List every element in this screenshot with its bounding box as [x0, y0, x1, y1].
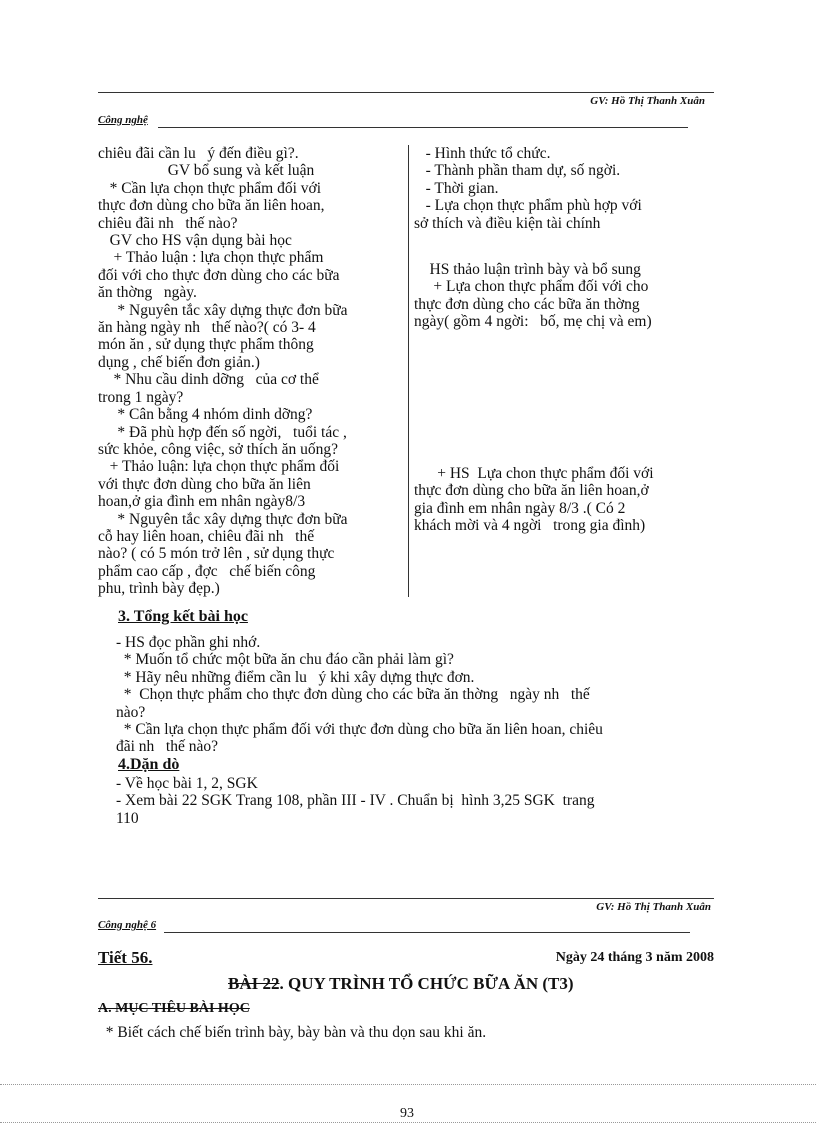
left-line: phu, trình bày đẹp.) — [98, 580, 220, 598]
left-line: với thực đơn dùng cho bữa ăn liên — [98, 475, 311, 493]
left-line: * Đã phù hợp đến số ngời, tuổi tác , — [98, 423, 347, 441]
left-line: * Nguyên tắc xây dựng thực đơn bữa — [98, 510, 348, 528]
right-column-block-3 — [414, 465, 714, 535]
left-line: đối với cho thực đơn dùng cho các bữa — [98, 266, 340, 284]
second-top-rule — [98, 898, 714, 899]
subject-rule — [158, 127, 688, 128]
right-line: thực đơn dùng cho bữa ăn liên hoan,ở — [414, 482, 649, 500]
homework-line: 110 — [116, 809, 139, 827]
right-line: - Hình thức tổ chức. — [414, 145, 551, 162]
summary-line: nào? — [116, 703, 146, 721]
teacher-name-second: GV: Hồ Thị Thanh Xuân — [596, 901, 711, 913]
lesson-number: BÀI 22 — [228, 974, 280, 993]
left-line: thực đơn dùng cho bữa ăn liên hoan, — [98, 197, 325, 215]
right-line: khách mời và 4 ngời trong gia đình) — [414, 517, 646, 535]
left-line: * Cân bằng 4 nhóm dinh dỡng? — [98, 406, 313, 424]
left-line: phẩm cao cấp , đợc chế biến công — [98, 562, 316, 580]
homework-line: - Về học bài 1, 2, SGK — [116, 775, 258, 792]
lesson-period: Tiết 56. — [98, 948, 153, 967]
right-line: + Lựa chon thực phẩm đối với cho — [414, 278, 649, 296]
left-column — [98, 145, 404, 598]
right-line: ngày( gồm 4 ngời: bố, mẹ chị và em) — [414, 313, 652, 331]
right-line: thực đơn dùng cho các bữa ăn thờng — [414, 295, 640, 313]
left-line: chiêu đãi nh thế nào? — [98, 214, 238, 232]
left-line: GV bổ sung và kết luận — [98, 162, 315, 180]
right-line: - Thời gian. — [414, 179, 499, 197]
objective-heading: A. MỤC TIÊU BÀI HỌC — [98, 1001, 250, 1016]
left-line: trong 1 ngày? — [98, 388, 184, 406]
homework-body — [116, 775, 594, 827]
second-subject-rule — [164, 932, 690, 933]
left-line: ăn thờng ngày. — [98, 284, 197, 302]
teacher-name: GV: Hồ Thị Thanh Xuân — [590, 95, 705, 107]
left-line: dụng , chế biến đơn giản.) — [98, 353, 260, 371]
right-line: gia đình em nhân ngày 8/3 .( Có 2 — [414, 499, 626, 517]
summary-line: - HS đọc phần ghi nhớ. — [116, 634, 261, 651]
summary-line: * Muốn tổ chức một bữa ăn chu đáo cần phải làm gì? — [116, 651, 454, 669]
lesson-title — [228, 974, 574, 994]
top-rule — [98, 92, 714, 93]
page-number: 93 — [400, 1106, 414, 1121]
subject-label-second: Công nghệ 6 — [98, 919, 157, 931]
right-line: - Thành phần tham dự, số ngời. — [414, 162, 621, 180]
left-line: + Thảo luận: lựa chọn thực phẩm đối — [98, 458, 340, 476]
summary-line: * Cần lựa chọn thực phẩm đối với thực đơn dùng cho bữa ăn liên hoan, chiêu — [116, 721, 603, 739]
right-line: HS thảo luận trình bày và bổ sung — [414, 261, 641, 278]
summary-line: * Hãy nêu những điểm cần lu ý khi xây dựng thực đơn. — [116, 668, 475, 686]
left-line: * Cần lựa chọn thực phẩm đối với — [98, 179, 322, 197]
summary-line: * Chọn thực phẩm cho thực đơn dùng cho các bữa ăn thờng ngày nh thế — [116, 686, 590, 704]
homework-heading: 4.Dặn dò — [118, 756, 180, 773]
subject-label: Công nghệ — [98, 114, 148, 126]
left-line: + Thảo luận : lựa chọn thực phẩm — [98, 249, 324, 267]
left-line: nào? ( có 5 món trở lên , sử dụng thực — [98, 545, 335, 563]
left-line: món ăn , sử dụng thực phẩm thông — [98, 336, 314, 354]
left-line: chiêu đãi cần lu ý đến điều gì?. — [98, 145, 299, 162]
objective-text: * Biết cách chế biến trình bày, bày bàn và thu dọn sau khi ăn. — [98, 1024, 487, 1041]
left-line: sức khỏe, công việc, sở thích ăn uống? — [98, 440, 338, 458]
right-line: + HS Lựa chon thực phẩm đối với — [414, 465, 654, 482]
left-line: GV cho HS vận dụng bài học — [98, 232, 292, 250]
left-line: * Nguyên tắc xây dựng thực đơn bữa — [98, 301, 348, 319]
lesson-name: . QUY TRÌNH TỔ CHỨC BỮA ĂN (T3) — [279, 974, 574, 993]
left-line: hoan,ở gia đình em nhân ngày8/3 — [98, 493, 306, 511]
summary-body — [116, 634, 603, 756]
lesson-date: Ngày 24 tháng 3 năm 2008 — [555, 950, 714, 965]
column-divider — [408, 145, 409, 597]
right-line: - Lựa chọn thực phẩm phù hợp với — [414, 197, 642, 215]
summary-line: đãi nh thế nào? — [116, 738, 219, 756]
homework-line: - Xem bài 22 SGK Trang 108, phần III - IV . Chuẩn bị hình 3,25 SGK trang — [116, 792, 595, 810]
left-line: ăn hàng ngày nh thế nào?( có 3- 4 — [98, 319, 316, 337]
right-column-block-2 — [414, 261, 714, 331]
summary-heading: 3. Tổng kết bài học — [118, 608, 248, 625]
footer-rule — [0, 1084, 816, 1085]
left-line: cỗ hay liên hoan, chiêu đãi nh thế — [98, 527, 315, 545]
right-line: sở thích và điều kiện tài chính — [414, 214, 601, 232]
left-line: * Nhu cầu dinh dỡng của cơ thể — [98, 371, 319, 389]
right-column-block-1 — [414, 145, 714, 232]
